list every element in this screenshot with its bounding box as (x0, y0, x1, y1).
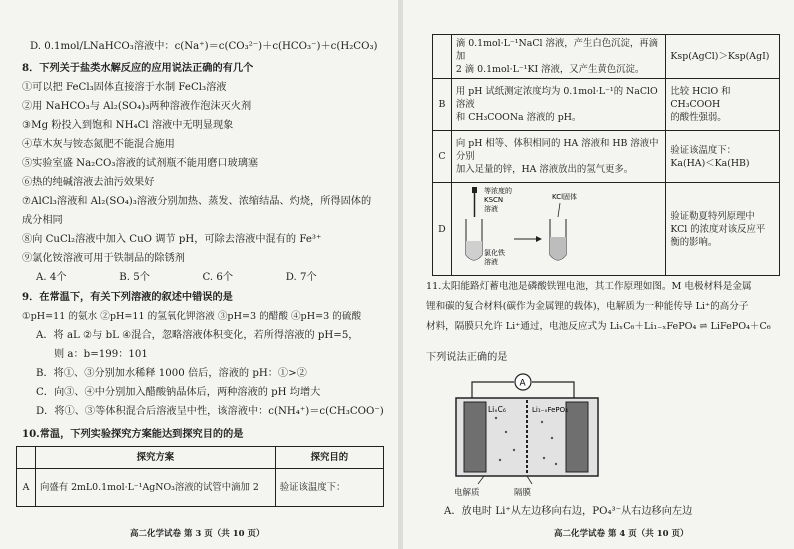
q10-row-a-plan-cont (451, 35, 666, 79)
q10-stem: 10.常温，下列实验探究方案能达到探究目的的是 (22, 428, 244, 440)
q10-row-a-letter-cont (433, 35, 452, 79)
label-kscn: KSCN (483, 196, 504, 204)
electrolyte-pointer (478, 476, 484, 484)
q10-row-a-goal-cont: Ksp(AgCl)＞Ksp(AgI) (666, 35, 780, 79)
label-kcl-solid: KCl固体 (551, 193, 577, 201)
left-electrode (464, 402, 486, 472)
q10-row-d-goal-line1: 验证勒夏特列原理中 (670, 210, 755, 222)
label-electrolyte: 电解质 (454, 488, 480, 498)
q11-question: 下列说法正确的是 (426, 352, 508, 363)
q8-option-a[interactable]: A. 4个 (36, 272, 67, 283)
q9-option-b[interactable]: B．将①、③分别加水稀释 1000 倍后，溶液的 pH：①>② (36, 368, 307, 379)
q10-row-b-goal (666, 79, 780, 131)
q10-row-a-plan-line1: 滴 0.1mol·L⁻¹NaCl 溶液，产生白色沉淀，再滴加 (455, 38, 658, 62)
q11-stem-line1: 11.太阳能路灯蓄电池是磷酸铁锂电池，其工作原理如图。M 电极材料是金属 (426, 281, 752, 292)
q8-option-c[interactable]: C. 6个 (202, 272, 234, 283)
q10-row-b-letter: B (433, 79, 452, 131)
q10-row-b-plan-line1: 用 pH 试纸测定浓度均为 0.1mol·L⁻¹的 NaClO 溶液 (455, 86, 658, 110)
label-li1xfepo4: Li₁₋ₓFePO₄ (532, 406, 568, 414)
left-tube-liquid (466, 241, 482, 260)
q8-options (36, 271, 376, 284)
label-membrane: 隔膜 (514, 488, 532, 498)
ammeter-label: A (519, 378, 526, 389)
page-gutter (398, 0, 403, 549)
arrow-head-icon (536, 236, 542, 242)
label-lixc6: LiₓC₆ (488, 405, 506, 414)
q8-item: ⑨氯化铵溶液可用于铁制品的除锈剂 (22, 253, 185, 264)
q9-option-a-cont: 则 a：b=199：101 (54, 349, 148, 360)
right-tube-liquid (550, 237, 566, 260)
q9-given: ①pH=11 的氨水 ②pH=11 的氢氧化钾溶液 ③pH=3 的醋酸 ④pH=3 的硫酸 (22, 311, 362, 322)
q11-option-a[interactable]: A．放电时 Li⁺从左边移向右边，PO₄³⁻从右边移向左边 (444, 506, 693, 517)
q10-row-a-plan-line2: 2 滴 0.1mol·L⁻¹KI 溶液，又产生黄色沉淀。 (455, 64, 645, 75)
q8-item: ⑤实验室盛 Na₂CO₃溶液的试剂瓶不能用磨口玻璃塞 (22, 158, 259, 169)
q10-row-c-letter: C (433, 131, 452, 183)
q10-row-b-goal-line2: 的酸性强弱。 (670, 112, 727, 123)
q10-row-c-plan (451, 131, 666, 183)
right-page (404, 0, 794, 549)
q10-row-b-plan (451, 79, 666, 131)
kcl-pointer (558, 203, 560, 217)
q10-row-c-goal-line2: Ka(HA)＜Ka(HB) (670, 157, 750, 169)
q10-table-continued (432, 34, 780, 276)
q10-row-a-plan: 向盛有 2mL0.1mol·L⁻¹AgNO₃溶液的试管中滴加 2 (35, 469, 275, 507)
label-ferric-chloride: 氯化铁 (483, 249, 505, 257)
test-tube-diagram (452, 183, 658, 271)
battery-diagram (448, 372, 606, 490)
q9-option-a[interactable]: A．将 aL ②与 bL ④混合，忽略溶液体积变化，若所得溶液的 pH=5， (36, 330, 359, 341)
q10-table (16, 446, 384, 507)
right-electrode (566, 402, 588, 472)
q10-row-c-goal-line1: 验证该温度下： (670, 144, 737, 156)
left-footer: 高二化学试卷 第 3 页（共 10 页） (130, 529, 265, 539)
q10-row-c-plan-line1: 向 pH 相等、体积相同的 HA 溶液和 HB 溶液中分别 (455, 138, 659, 162)
q10-row-c-plan-line2: 加入足量的锌，HA 溶液放出的氢气更多。 (455, 164, 634, 175)
q8-option-b[interactable]: B. 5个 (119, 272, 150, 283)
label-solution1: 溶液 (483, 205, 498, 213)
q10-row-a-letter: A (17, 469, 36, 507)
label-equal-conc: 等浓度的 (483, 187, 512, 195)
q10-header-plan: 探究方案 (35, 447, 275, 469)
q9-stem: 9．在常温下，有关下列溶液的叙述中错误的是 (22, 291, 233, 303)
q8-item: ③Mg 粉投入到饱和 NH₄Cl 溶液中无明显现象 (22, 120, 234, 131)
q10-row-d-goal-line3: 衡的影响。 (670, 236, 718, 248)
q8-item: 成分相同 (22, 215, 63, 226)
q10-row-c-goal (666, 131, 780, 183)
q8-item: ④草木灰与铵态氮肥不能混合施用 (22, 139, 175, 150)
q9-option-c[interactable]: C．向③、④中分别加入醋酸钠晶体后，两种溶液的 pH 均增大 (36, 387, 321, 398)
label-solution2: 溶液 (483, 258, 498, 266)
right-footer: 高二化学试卷 第 4 页（共 10 页） (554, 529, 689, 539)
q11-stem-line3: 材料，隔膜只允许 Li⁺通过，电池反应式为 LiₓC₆＋Li₁₋ₓFePO₄ ⇌ LiFePO₄＋C₆ (426, 321, 771, 332)
q10-header-goal: 探究目的 (275, 447, 383, 469)
q10-row-d-plan (451, 183, 666, 276)
q10-header-blank (17, 447, 36, 469)
q7-option-d: D. 0.1mol/LNaHCO₃溶液中：c(Na⁺)＝c(CO₃²⁻)＋c(HCO₃⁻)＋c(H₂CO₃) (30, 41, 378, 52)
q8-option-d[interactable]: D. 7个 (285, 272, 317, 283)
dropper-bulb (472, 187, 477, 193)
q10-row-d-goal-line2: KCl 的浓度对该反应平 (670, 223, 766, 235)
q8-item: ⑥热的纯碱溶液去油污效果好 (22, 177, 155, 188)
q8-item: ⑦AlCl₃溶液和 Al₂(SO₄)₃溶液分别加热、蒸发、浓缩结晶、灼烧，所得固体的 (22, 196, 372, 207)
q10-row-b-goal-line1: 比较 HClO 和 CH₃COOH (670, 86, 731, 110)
q10-row-d-letter: D (433, 183, 452, 276)
q11-stem-line2: 锂和碳的复合材料(碳作为金属锂的载体)，电解质为一种能传导 Li⁺的高分子 (426, 301, 749, 312)
q10-row-d-goal (666, 183, 780, 276)
q9-option-d[interactable]: D．将①、③等体积混合后溶液呈中性，该溶液中：c(NH₄⁺)＝c(CH₃COO⁻) (36, 406, 384, 417)
q8-item: ②用 NaHCO₃与 Al₂(SO₄)₃两种溶液作泡沫灭火剂 (22, 101, 252, 112)
q8-item: ⑧向 CuCl₂溶液中加入 CuO 调节 pH，可除去溶液中混有的 Fe³⁺ (22, 234, 322, 245)
q10-row-a-goal: 验证该温度下： (275, 469, 383, 507)
q8-stem: 8．下列关于盐类水解反应的应用说法正确的有几个 (22, 62, 254, 74)
q10-row-b-plan-line2: 和 CH₃COONa 溶液的 pH。 (455, 112, 582, 123)
membrane-pointer (527, 476, 532, 484)
q8-item: ①可以把 FeCl₃固体直接溶于水制 FeCl₃溶液 (22, 82, 227, 93)
